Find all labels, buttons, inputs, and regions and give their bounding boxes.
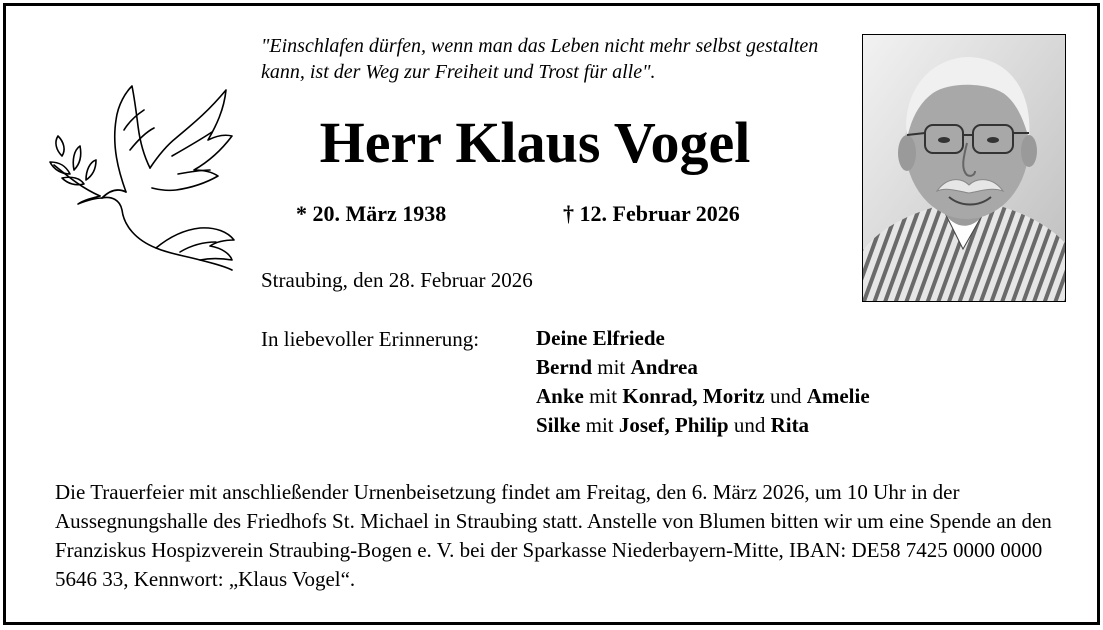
mourner-name: Rita xyxy=(770,413,810,437)
mourner-connector: mit xyxy=(583,384,623,408)
memory-label: In liebevoller Erinnerung: xyxy=(261,327,480,351)
mourners-list xyxy=(536,324,870,440)
birth-date: * 20. März 1938 xyxy=(296,201,447,226)
mourner-line xyxy=(536,411,870,440)
mourner-name: Deine Elfriede xyxy=(536,326,665,350)
mourner-connector: mit xyxy=(580,413,619,437)
mourner-connector: und xyxy=(764,384,807,408)
mourner-name: Josef, Philip xyxy=(618,413,729,437)
mourner-name: Andrea xyxy=(630,355,698,379)
mourner-name: Konrad, Moritz xyxy=(622,384,765,408)
deceased-name: Herr Klaus Vogel xyxy=(319,110,751,175)
mourner-name: Anke xyxy=(536,384,584,408)
mourner-connector: und xyxy=(728,413,771,437)
mourner-connector: mit xyxy=(592,355,631,379)
funeral-notice: Die Trauerfeier mit anschließender Urnenbeisetzung findet am Freitag, den 6. März 2026, um 10 Uhr in der Aussegnungshalle des Friedhofs St. Michael in Straubing statt. Anstelle von Blumen bitten wir um eine Spende an den Franziskus Hospizverein Straubing-Bogen e. V. bei der Sparkasse Niederbayern-Mitte, IBAN: DE58 7425 0000 0000 5646 33, Kennwort: „Klaus Vogel“. xyxy=(55,480,1052,591)
mourner-line xyxy=(536,324,870,353)
portrait-illustration xyxy=(863,35,1065,301)
mourner-name: Bernd xyxy=(536,355,593,379)
mourner-line xyxy=(536,353,870,382)
mourner-line xyxy=(536,382,870,411)
mourner-name: Amelie xyxy=(806,384,870,408)
dove-icon xyxy=(40,70,240,290)
place-and-date: Straubing, den 28. Februar 2026 xyxy=(261,268,533,292)
quote: "Einschlafen dürfen, wenn man das Leben nicht mehr selbst gestalten kann, ist der Weg zur Freiheit und Trost für alle". xyxy=(261,35,819,83)
portrait-photo xyxy=(862,34,1066,302)
death-date: † 12. Februar 2026 xyxy=(563,201,740,226)
mourner-name: Silke xyxy=(536,413,581,437)
